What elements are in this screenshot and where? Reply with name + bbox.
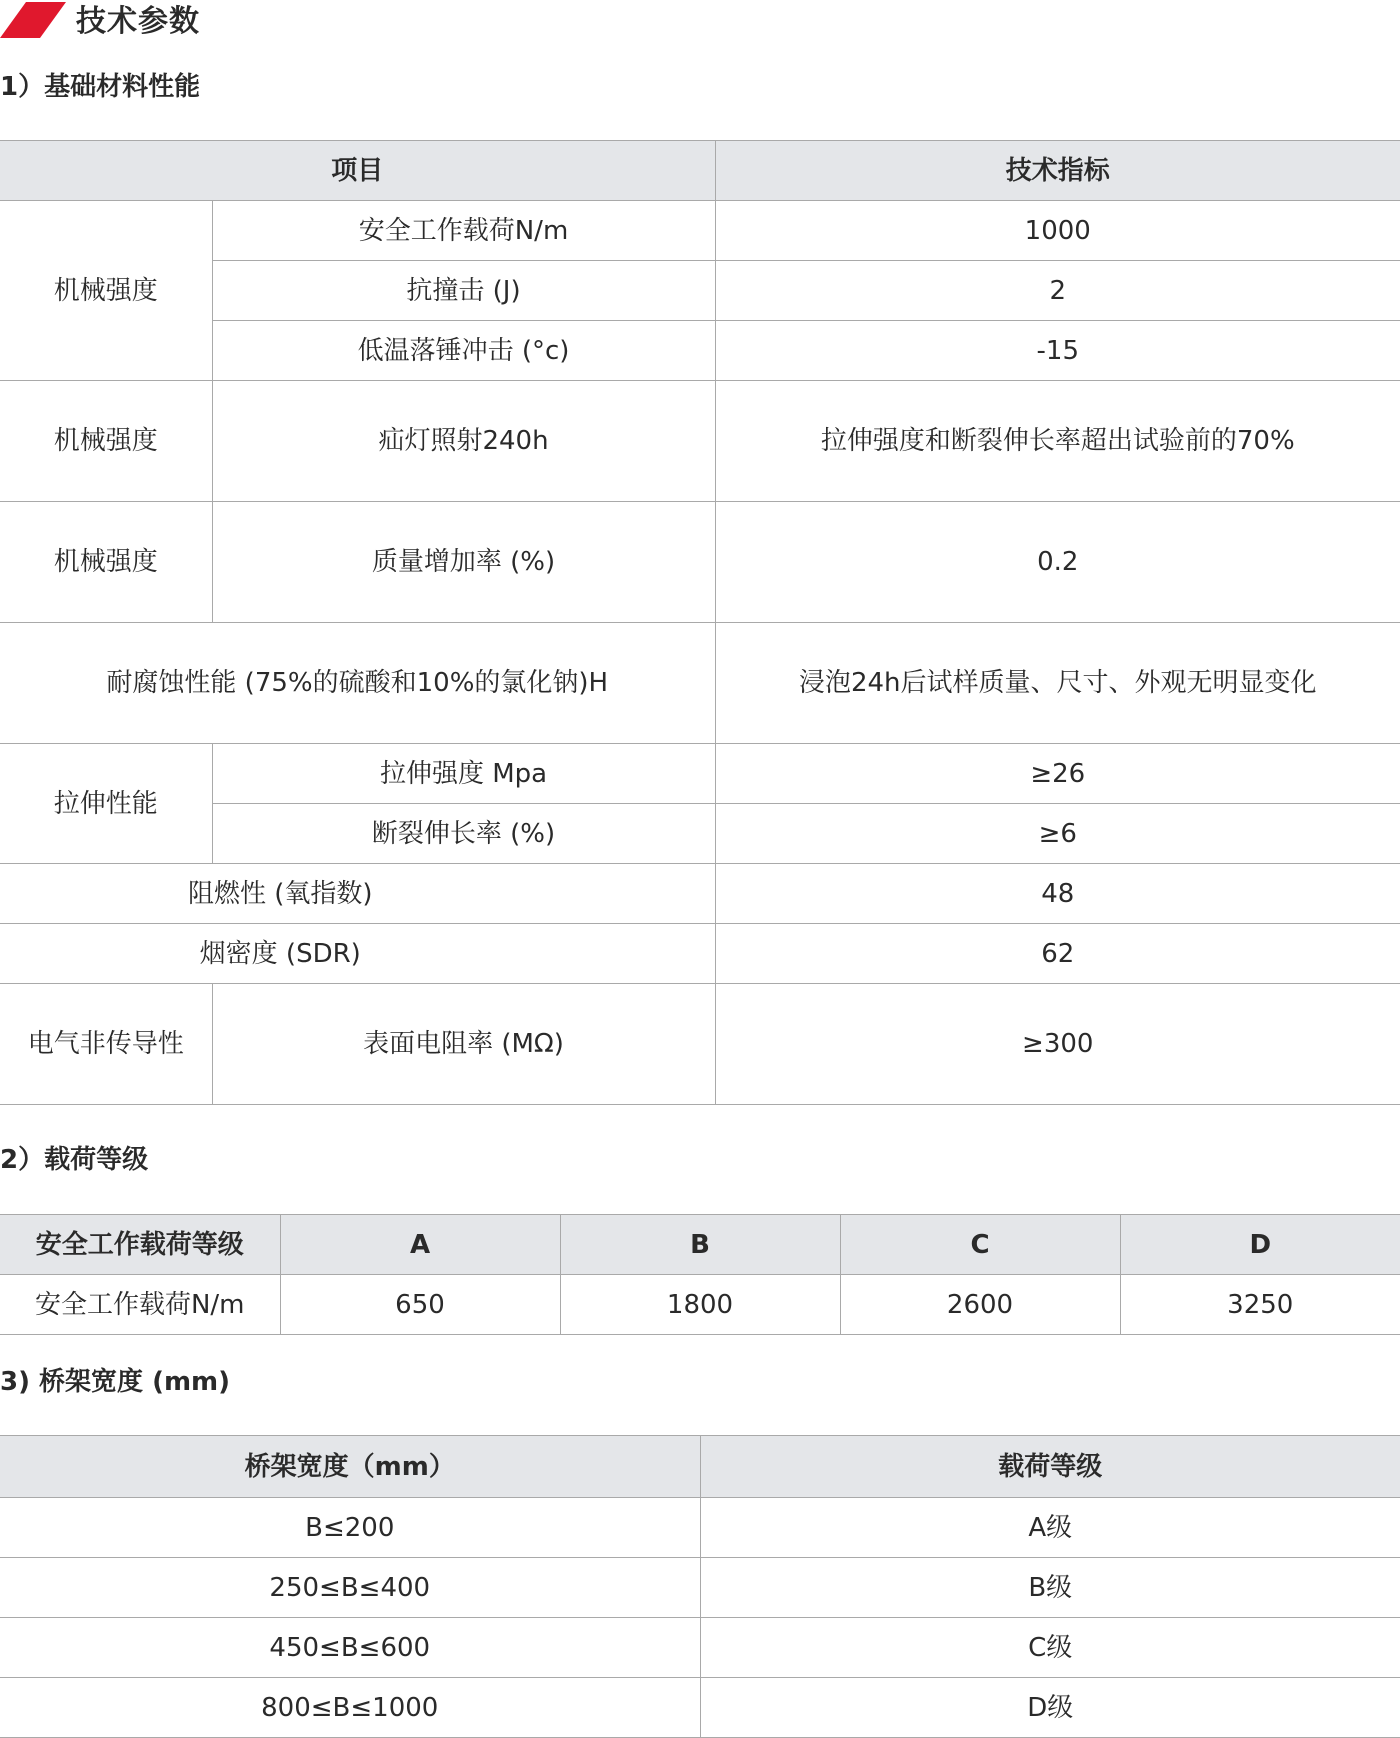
table-header-row [0,1215,1400,1275]
width-cell: 250≤B≤400 [0,1558,700,1618]
value-cell: 浸泡24h后试样质量、尺寸、外观无明显变化 [715,623,1400,744]
item-cell: 质量增加率 (%) [212,502,715,623]
item-cell: 抗撞击 (J) [212,261,715,321]
section-heading-width: 3) 桥架宽度 (mm) [0,1367,231,1397]
group-label: 拉伸性能 [0,744,212,864]
table-row [0,1558,1400,1618]
group-label: 机械强度 [0,502,212,623]
table-row [0,502,1400,623]
grade-cell: A级 [700,1498,1400,1558]
width-cell: 800≤B≤1000 [0,1678,700,1738]
width-grade-table [0,1435,1400,1738]
section-heading-load-grade: 2）载荷等级 [0,1145,149,1175]
header-grade: A [280,1215,560,1275]
group-label: 电气非传导性 [0,984,212,1105]
value-cell: 拉伸强度和断裂伸长率超出试验前的70% [715,381,1400,502]
table-header-row [0,141,1400,201]
row-label: 安全工作载荷N/m [0,1275,280,1335]
value-cell: 1800 [560,1275,840,1335]
header-grade: D [1120,1215,1400,1275]
header-item: 项目 [0,141,715,201]
red-slash-icon [0,2,66,38]
header-spec: 技术指标 [715,141,1400,201]
header-grade-label: 安全工作载荷等级 [0,1215,280,1275]
page-header [0,0,1400,44]
header-grade: 载荷等级 [700,1436,1400,1498]
group-label: 机械强度 [0,201,212,381]
section-heading-materials: 1）基础材料性能 [0,72,201,102]
item-cell: 断裂伸长率 (%) [212,804,715,864]
value-cell: 2600 [840,1275,1120,1335]
table-row [0,984,1400,1105]
width-cell: 450≤B≤600 [0,1618,700,1678]
table-header-row [0,1436,1400,1498]
header-grade: C [840,1215,1120,1275]
item-cell: 拉伸强度 Mpa [212,744,715,804]
value-cell: ≥26 [715,744,1400,804]
table-row [0,924,1400,984]
value-cell: 3250 [1120,1275,1400,1335]
table-row [0,1678,1400,1738]
width-cell: B≤200 [0,1498,700,1558]
table-row [0,1618,1400,1678]
table-row [0,381,1400,502]
group-label: 机械强度 [0,381,212,502]
value-cell: 650 [280,1275,560,1335]
grade-cell: D级 [700,1678,1400,1738]
header-width: 桥架宽度（mm） [0,1436,700,1498]
grade-cell: C级 [700,1618,1400,1678]
value-cell: -15 [715,321,1400,381]
table-row [0,1275,1400,1335]
page-title: 技术参数 [76,4,200,39]
grade-cell: B级 [700,1558,1400,1618]
item-cell: 疝灯照射240h [212,381,715,502]
value-cell: 2 [715,261,1400,321]
table-row [0,864,1400,924]
header-grade: B [560,1215,840,1275]
item-cell: 低温落锤冲击 (°c) [212,321,715,381]
item-cell: 表面电阻率 (MΩ) [212,984,715,1105]
materials-table [0,140,1400,1105]
table-row [0,201,1400,261]
table-row [0,1498,1400,1558]
load-grade-table [0,1214,1400,1335]
value-cell: 62 [715,924,1400,984]
value-cell: 48 [715,864,1400,924]
item-cell: 安全工作载荷N/m [212,201,715,261]
value-cell: 0.2 [715,502,1400,623]
item-cell: 耐腐蚀性能 (75%的硫酸和10%的氯化钠)H [0,623,715,744]
item-cell: 阻燃性 (氧指数) [0,864,715,924]
item-cell: 烟密度 (SDR) [0,924,715,984]
value-cell: 1000 [715,201,1400,261]
table-row [0,623,1400,744]
value-cell: ≥6 [715,804,1400,864]
value-cell: ≥300 [715,984,1400,1105]
table-row [0,744,1400,804]
